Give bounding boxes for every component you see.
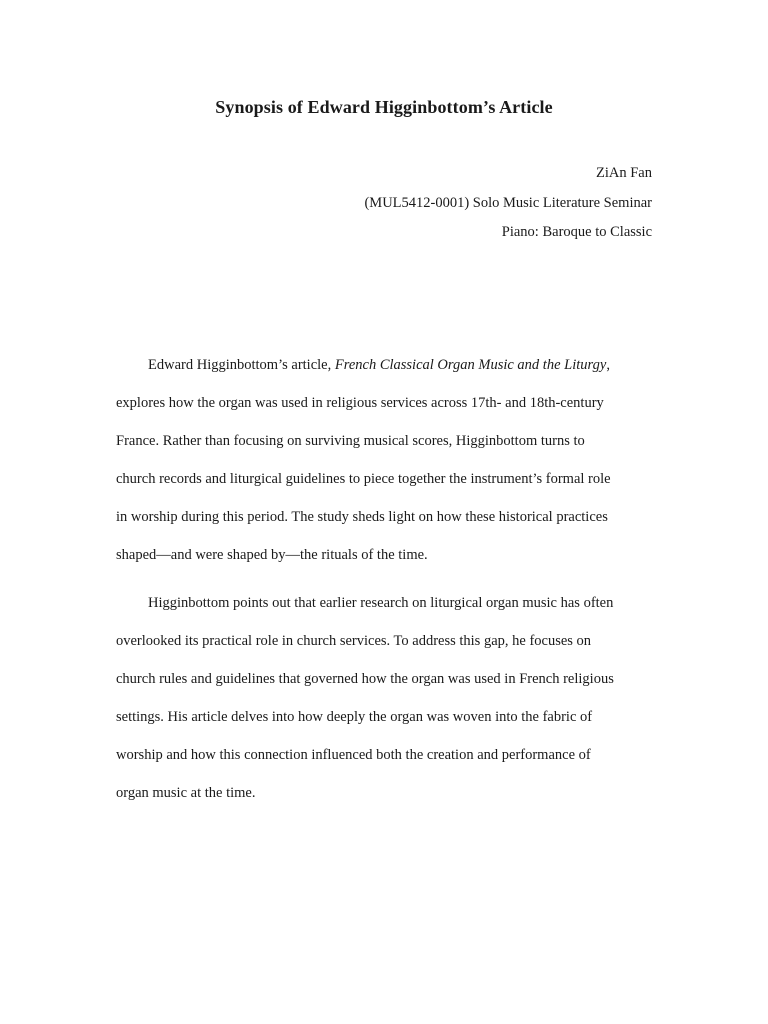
author-name: ZiAn Fan — [596, 165, 652, 181]
course-name: (MUL5412-0001) Solo Music Literature Seminar — [364, 195, 652, 211]
paragraph-line: overlooked its practical role in church services. To address this gap, he focuses on — [116, 633, 592, 649]
paragraph-line: France. Rather than focusing on surviving musical scores, Higginbottom turns to — [116, 433, 585, 449]
course-section: Piano: Baroque to Classic — [501, 224, 652, 240]
line-text: Edward Higginbottom’s article, — [148, 357, 335, 373]
line-text: , — [606, 357, 610, 373]
article-title: French Classical Organ Music and the Liturgy — [334, 357, 607, 373]
paragraph-line: in worship during this period. The study sheds light on how these historical practices — [116, 509, 608, 525]
paragraph-line: organ music at the time. — [116, 785, 256, 801]
paragraph-line — [148, 356, 610, 374]
paragraph-line: settings. His article delves into how deeply the organ was woven into the fabric of — [116, 709, 593, 725]
paragraph-line: Higginbottom points out that earlier research on liturgical organ music has often — [148, 595, 614, 611]
paragraph-line: church records and liturgical guidelines to piece together the instrument’s formal role — [116, 471, 611, 487]
paragraph-line: worship and how this connection influenced both the creation and performance of — [116, 747, 591, 763]
paragraph-line: explores how the organ was used in religious services across 17th- and 18th-century — [116, 395, 604, 411]
document-title: Synopsis of Edward Higginbottom’s Article — [215, 97, 553, 117]
paragraph-line: shaped—and were shaped by—the rituals of the time. — [116, 547, 428, 563]
paragraph-line: church rules and guidelines that governed how the organ was used in French religious — [116, 671, 614, 687]
